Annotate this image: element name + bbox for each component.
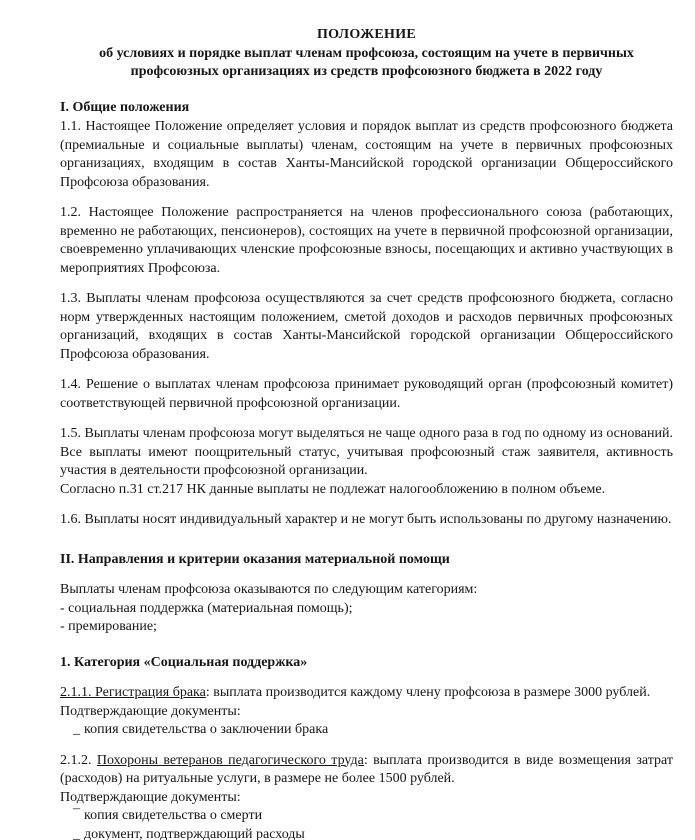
paragraph-1-5-text: 1.5. Выплаты членам профсоюза могут выделяться не чаще одного раза в год по одному из оснований. Все выплаты имеют поощрительный статус, учитывая профсоюзный стаж заявителя, активность участия в деятельности профсоюзной организации. [60,426,673,478]
item-2-1-1-term: Регистрация брака [95,685,206,700]
item-2-1-1-line [60,684,673,703]
list-dash-marker: _ [73,826,80,840]
item-2-1-1-underlined [60,685,206,700]
section-2-heading: II. Направления и критерии оказания материальной помощи [60,551,450,567]
item-2-1-2-text: : выплата производится в виде возмещения затрат (расходов) на ритуальные услуги, в размере не более 1500 рублей. [60,752,673,786]
paragraph-1-4: 1.4. Решение о выплатах членам профсоюза принимает руководящий орган (профсоюзный комитет) соответствующей первичной профсоюзной организации. [60,377,673,411]
paragraph-1-6: 1.6. Выплаты носят индивидуальный характер и не могут быть использованы по другому назначению. [60,512,672,527]
document-subtitle: об условиях и порядке выплат членам профсоюза, состоящим на учете в первичных профсоюзных организациях из средств профсоюзного бюджета в 2022 году [99,45,634,79]
doc-list-item [60,807,673,826]
item-2-1-1 [60,684,673,740]
item-2-1-1-docs-label: Подтверждающие документы: [60,703,241,719]
item-2-1-1-text: : выплата производится каждому члену профсоюза в размере 3000 рублей. [205,685,651,700]
paragraph-1-1: 1.1. Настоящее Положение определяет условия и порядок выплат из средств профсоюзного бюджета (премиальные и социальные выплаты) членам, состоящим на учете в первичных профсоюзных организациях, входящим в состав Ханты-Мансийской городской организации Общероссийского Профсоюза образования. [60,119,673,190]
category-list-item-social-support: - социальная поддержка (материальная помощь); [60,600,353,616]
paragraph-1-2: 1.2. Настоящее Положение распространяется на членов профессионального союза (работающих, временно не работающих, пенсионеров), состоящих на учете в первичной профсоюзной организации, своевременно уплачивающих членские профсоюзные взносы, посещающих и активно участвующих в мероприятиях Профсоюза. [60,205,673,276]
item-2-1-2 [60,752,673,840]
doc-list-item [60,826,673,840]
item-2-1-2-term: Похороны ветеранов педагогического труда [96,752,364,768]
document-title: ПОЛОЖЕНИЕ [316,27,417,42]
item-2-1-2-docs-label: Подтверждающие документы: [60,789,241,805]
tax-exemption-note: Согласно п.31 ст.217 НК данные выплаты не подлежат налогообложению в полном объеме. [60,481,606,497]
list-dash-marker: _ [73,722,80,737]
doc-list-item-text: копия свидетельства о смерти [84,808,263,823]
list-dash-marker: ¯ [73,808,80,823]
categories-intro: Выплаты членам профсоюза оказываются по следующим категориям: [60,582,478,597]
item-2-1-2-line [60,752,673,789]
item-2-1-1-number: 2.1.1. [60,685,92,700]
paragraph-1-5 [60,425,673,499]
doc-list-item [60,721,673,740]
doc-list-item-text: документ, подтверждающий расходы [84,826,305,840]
item-2-1-2-number: 2.1.2. [60,752,92,768]
category-list-item-bonus: - премирование; [60,619,157,634]
paragraph-1-3: 1.3. Выплаты членам профсоюза осуществляются за счет средств профсоюзного бюджета, согласно норм утвержденных настоящим положением, сметой доходов и расходов первичных профсоюзных организаций, входящих в состав Ханты-Мансийской городской организации Общероссийского Профсоюза образования. [60,291,673,362]
categories-block [60,581,673,637]
category-1-heading: 1. Категория «Социальная поддержка» [60,654,308,670]
section-1-heading: I. Общие положения [60,99,190,115]
doc-list-item-text: копия свидетельства о заключении брака [84,722,329,737]
